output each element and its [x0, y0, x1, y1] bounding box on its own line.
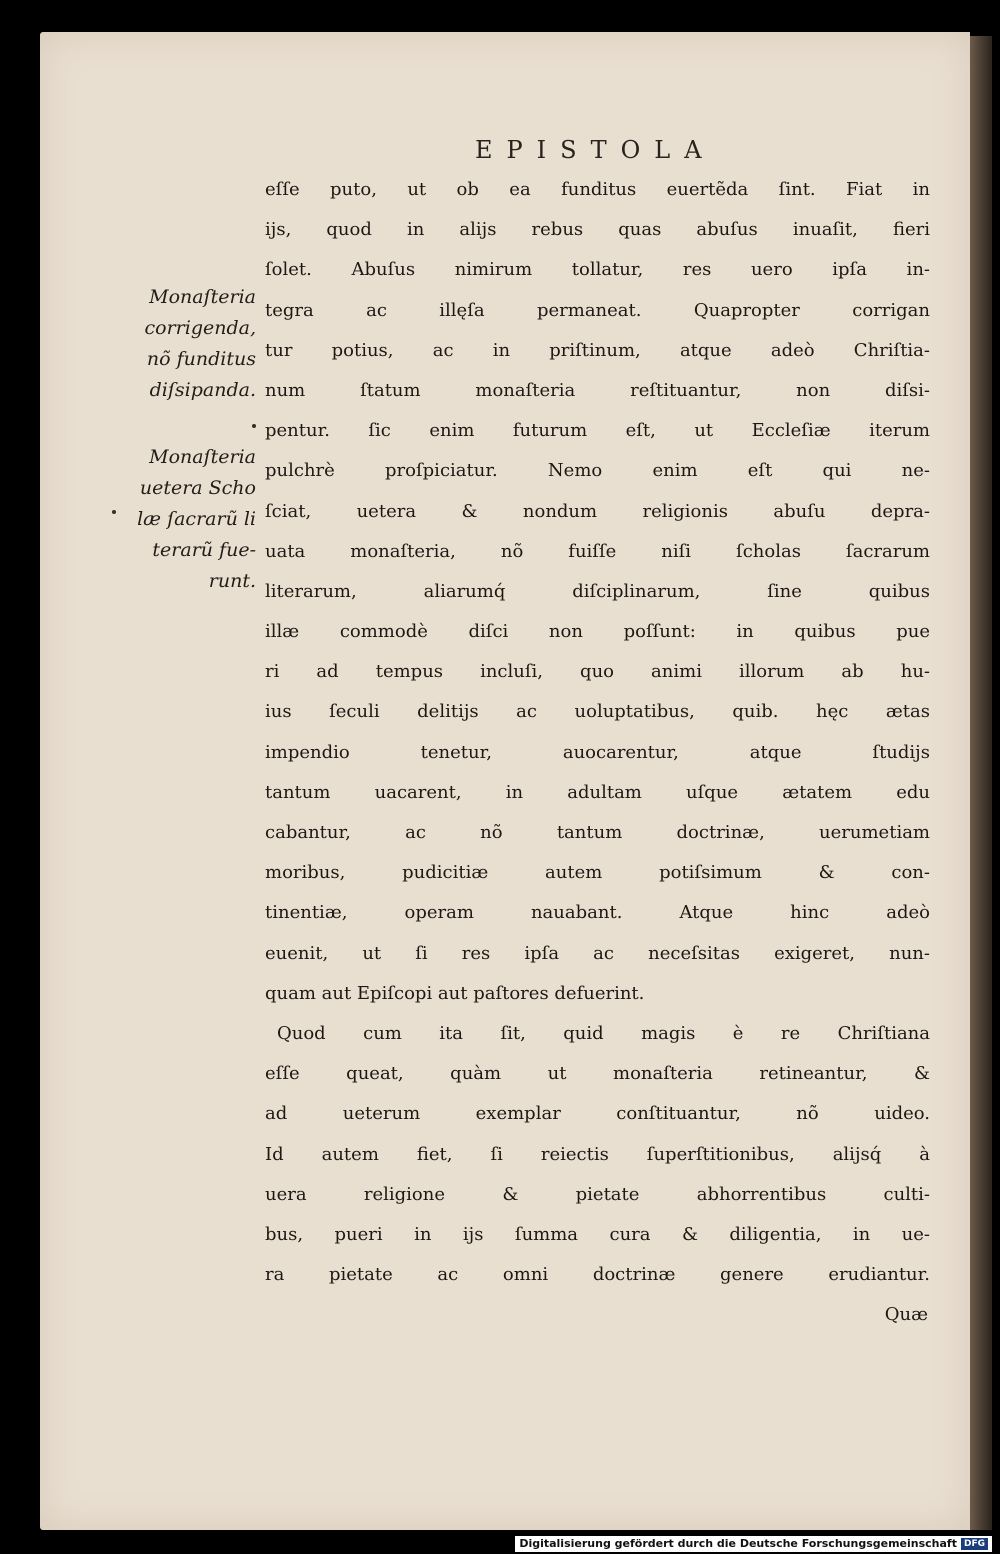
marginal-note-line: nõ funditus — [146, 348, 256, 370]
text-line: moribus, pudicitiæ autem potiſsimum & con- — [265, 862, 930, 884]
text-line: tegra ac illęſa permaneat. Quapropter corrigan — [265, 299, 930, 321]
text-line: ſolet. Abuſus nimirum tollatur, res uero ipſa in- — [265, 259, 930, 281]
text-line: illæ commodè diſci non poſſunt: in quibus pue — [265, 621, 930, 643]
text-line: Quod cum ita ſit, quid magis è re Chriſtiana — [277, 1022, 930, 1044]
marginal-note-line: læ ſacrarũ li — [137, 508, 256, 530]
text-line: ſciat, uetera & nondum religionis abuſu depra- — [265, 500, 930, 522]
text-line: cabantur, ac nõ tantum doctrinæ, uerumetiam — [265, 822, 930, 843]
text-line: quam aut Epiſcopi aut paſtores defuerint. — [265, 982, 645, 1004]
text-line: eſſe queat, quàm ut monaſteria retineantur, & — [265, 1063, 930, 1085]
dfg-logo-icon: DFG — [961, 1538, 988, 1550]
text-line: tur potius, ac in priſtinum, atque adeò Chriſtia- — [265, 339, 930, 361]
text-line: ad ueterum exemplar conſtituantur, nõ uideo. — [265, 1103, 930, 1125]
text-line: ius ſeculi delitijs ac uoluptatibus, quib. hęc ætas — [265, 701, 930, 723]
running-header: EPISTOLA — [475, 136, 716, 164]
text-line: uata monaſteria, nõ fuiſſe niſi ſcholas ſacrarum — [265, 540, 930, 562]
margin-dot — [252, 424, 256, 428]
marginal-note-line: corrigenda, — [144, 317, 256, 339]
text-line: literarum, aliarumq́ diſciplinarum, ſine quibus — [265, 580, 930, 602]
text-line: Id autem fiet, ſi reiectis ſuperſtitionibus, alijsq́ à — [265, 1143, 930, 1165]
marginal-note-line: runt. — [208, 570, 256, 592]
marginal-note-line: Monaſteria — [149, 286, 256, 308]
text-line: impendio tenetur, auocarentur, atque ſtudijs — [265, 741, 930, 763]
text-line: eſſe puto, ut ob ea funditus euertẽda ſint. Fiat in — [265, 179, 930, 200]
text-line: num ſtatum monaſteria reſtituantur, non diſsi- — [265, 379, 930, 401]
marginal-note-1 — [120, 284, 256, 408]
credit-text: Digitalisierung gefördert durch die Deutsche Forschungsgemeinschaft — [519, 1537, 957, 1550]
text-line: bus, pueri in ijs ſumma cura & diligentia, in ue- — [265, 1223, 930, 1245]
text-line: ri ad tempus incluſi, quo animi illorum ab hu- — [265, 661, 930, 683]
text-line: tantum uacarent, in adultam uſque ætatem edu — [265, 781, 930, 803]
marginal-note-line: terarũ fue- — [152, 539, 256, 561]
text-line: uera religione & pietate abhorrentibus culti- — [265, 1183, 930, 1205]
marginal-note-line: uetera Scho — [139, 477, 256, 499]
page-edge — [970, 36, 992, 1530]
margin-dot — [112, 510, 116, 514]
marginal-note-line: Monaſteria — [149, 446, 256, 468]
text-line: pulchrè proſpiciatur. Nemo enim eſt qui ne- — [265, 460, 930, 482]
marginal-note-line: diſsipanda. — [149, 379, 256, 401]
marginal-note-2 — [120, 444, 256, 599]
catchword: Quæ — [884, 1304, 928, 1326]
text-line: pentur. ſic enim futurum eſt, ut Eccleſiæ iterum — [265, 420, 930, 442]
text-line: ijs, quod in alijs rebus quas abuſus inuaſit, fieri — [265, 219, 930, 241]
text-line: ra pietate ac omni doctrinæ genere erudiantur. — [265, 1264, 930, 1286]
text-line: euenit, ut ſi res ipſa ac neceſsitas exigeret, nun- — [265, 942, 930, 964]
text-line: tinentiæ, operam nauabant. Atque hinc adeò — [265, 902, 930, 924]
digitization-credit — [515, 1536, 992, 1552]
body-text — [265, 170, 930, 1335]
